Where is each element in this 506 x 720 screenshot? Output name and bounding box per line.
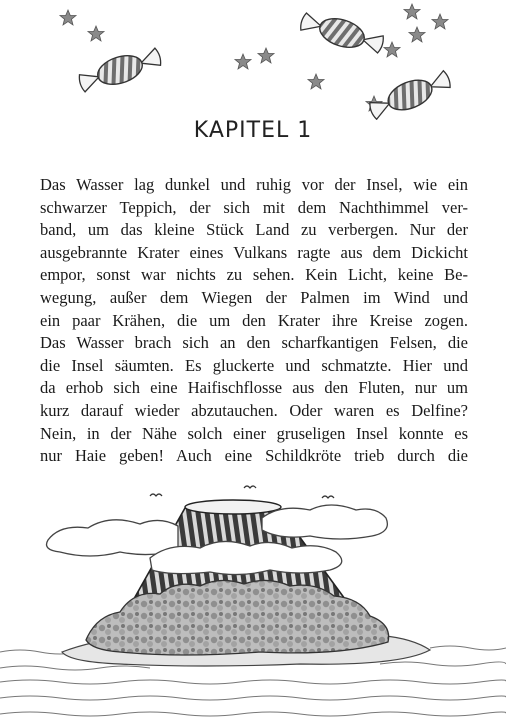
text-line: die Insel säumten. Es gluckerte und schmatzte. Hier und bbox=[40, 355, 468, 375]
text-line: empor, sonst war nichts zu sehen. Kein Licht, keine Be- bbox=[40, 265, 468, 285]
text-line: da erhob sich eine Haifischflosse aus den Fluten, nur um bbox=[40, 378, 468, 398]
star-icon bbox=[409, 27, 425, 42]
text-line: Das Wasser lag dunkel und ruhig vor der Insel, wie ein bbox=[40, 175, 468, 194]
star-icon bbox=[88, 26, 104, 41]
candy-icon bbox=[366, 67, 454, 120]
text-line: nur Haie geben! Auch eine Schildkröte trieb durch die bbox=[40, 446, 468, 466]
text-line: Nein, in der Nähe solch einer gruseligen Insel konnte es bbox=[40, 423, 468, 443]
chapter-title: KAPITEL 1 bbox=[193, 118, 313, 143]
candy-icon bbox=[76, 45, 164, 96]
star-icon bbox=[258, 48, 274, 63]
text-line: wegung, außer dem Wiegen der Palmen im Wind und bbox=[40, 287, 468, 307]
star-icon bbox=[235, 54, 251, 69]
text-line: schwarzer Teppich, der sich mit dem Nachthimmel ver- bbox=[40, 197, 468, 217]
star-icon bbox=[404, 4, 420, 19]
volcano-island-illustration bbox=[0, 480, 506, 720]
text-line: kurz darauf wieder abzutauchen. Oder waren es Delfine? bbox=[40, 400, 468, 420]
text-line: band, um das kleine Stück Land zu verbergen. Nur der bbox=[40, 220, 468, 240]
text-line: Das Wasser brach sich an den scharfkantigen Felsen, die bbox=[40, 333, 468, 353]
star-icon bbox=[384, 42, 400, 57]
volcano-crater bbox=[185, 500, 281, 514]
star-icon bbox=[432, 14, 448, 29]
text-line: ausgebrannte Krater eines Vulkans ragte aus dem Dickicht bbox=[40, 242, 468, 262]
candies-stars-illustration bbox=[0, 0, 506, 120]
body-text bbox=[40, 174, 468, 468]
jungle-bushes bbox=[86, 580, 389, 655]
candy-icon bbox=[298, 8, 386, 59]
star-icon bbox=[60, 10, 76, 25]
star-icon bbox=[308, 74, 324, 89]
birds bbox=[150, 486, 334, 498]
text-line: ein paar Krähen, die um den Krater ihre Kreise zogen. bbox=[40, 310, 468, 330]
